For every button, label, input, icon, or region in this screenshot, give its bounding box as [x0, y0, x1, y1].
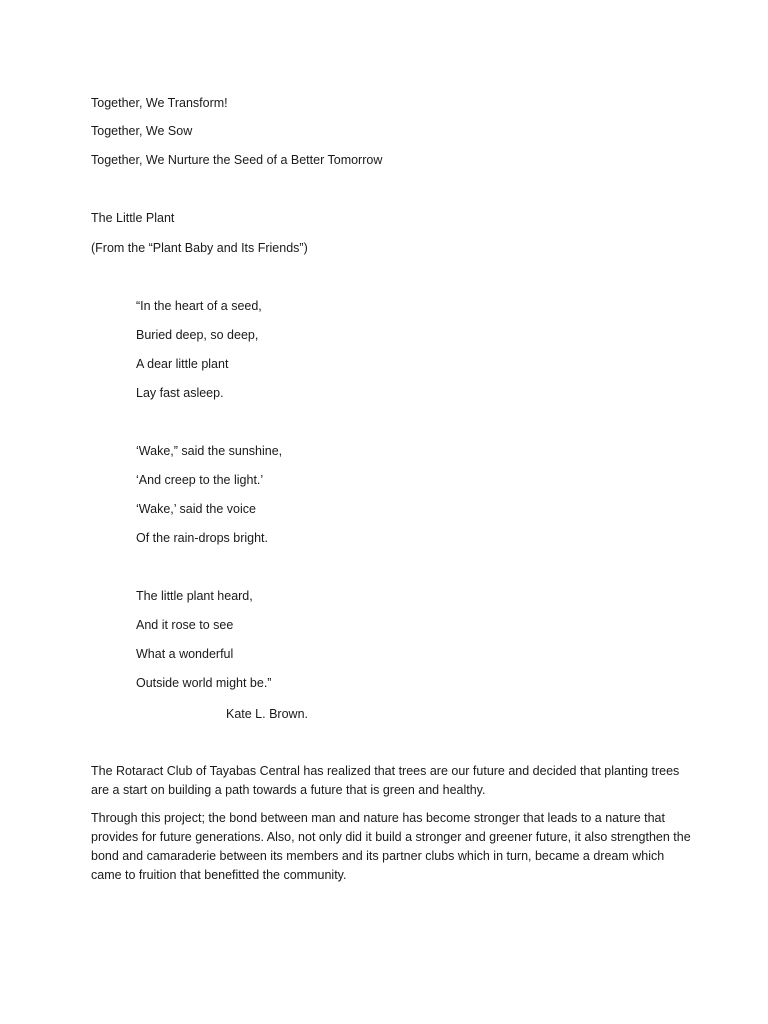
poem-line: The little plant heard, [136, 589, 253, 603]
poem-line: Buried deep, so deep, [136, 328, 259, 342]
intro-line-1: Together, We Transform! [91, 96, 228, 110]
poem-line: What a wonderful [136, 647, 234, 661]
poem-line: Outside world might be.” [136, 676, 272, 690]
poem-line: A dear little plant [136, 357, 229, 371]
poem-line: ‘And creep to the light.’ [136, 473, 264, 487]
poem-author: Kate L. Brown. [226, 707, 308, 721]
poem-line: ‘Wake,’ said the voice [136, 502, 256, 516]
intro-line-3: Together, We Nurture the Seed of a Better Tomorrow [91, 153, 383, 167]
body-paragraph-1 [91, 762, 691, 800]
poem-line: Lay fast asleep. [136, 386, 224, 400]
paragraph-text: Through this project; the bond between man and nature has become stronger that leads to a nature that provides for future generations. Also, not only did it build a stronger and greener future, it also strengthen the bond and camaraderie between its members and its partner clubs which in turn, became a dream which came to fruition that benefitted the community. [91, 811, 691, 882]
poem-line: Of the rain-drops bright. [136, 531, 269, 545]
poem-source: (From the “Plant Baby and Its Friends”) [91, 241, 308, 255]
paragraph-text: The Rotaract Club of Tayabas Central has realized that trees are our future and decided that planting trees are a start on building a path towards a future that is green and healthy. [91, 764, 680, 797]
body-paragraph-2 [91, 809, 691, 885]
intro-line-2: Together, We Sow [91, 124, 193, 138]
poem-line: “In the heart of a seed, [136, 299, 262, 313]
poem-line: ‘Wake,” said the sunshine, [136, 444, 283, 458]
poem-line: And it rose to see [136, 618, 234, 632]
poem-title: The Little Plant [91, 211, 175, 225]
